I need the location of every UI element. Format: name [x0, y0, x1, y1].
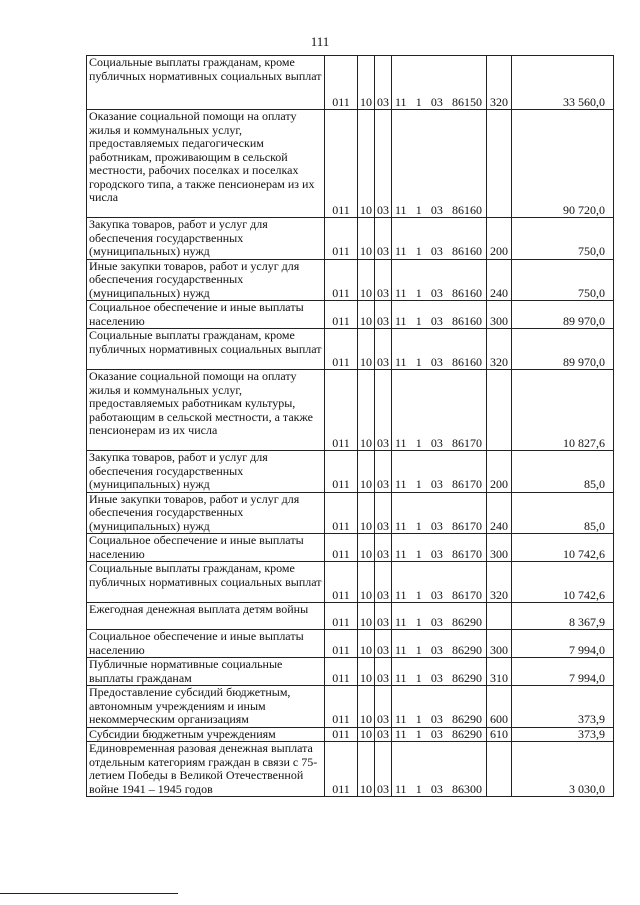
target-article-parts	[393, 728, 485, 742]
row-name: Оказание социальной помощи на оплату жилья и коммунальных услуг, предоставляемых педагогическим работникам, проживающим в сельской местности, рабочих поселках и поселках городского типа, а также пенсионерам из их числа	[87, 110, 325, 218]
table-row	[87, 301, 614, 329]
row-sum: 10 827,6	[512, 370, 614, 451]
target-article-part: 86290	[451, 712, 482, 726]
target-article-part: 86160	[451, 285, 482, 300]
target-article-part: 86290	[451, 670, 482, 685]
target-article-part: 1	[415, 670, 422, 685]
row-ved: 011	[325, 56, 358, 110]
row-vr: 610	[487, 727, 512, 742]
target-article-part: 11	[395, 94, 407, 109]
target-article-part: 03	[430, 712, 443, 726]
row-target-article	[392, 686, 487, 728]
target-article-part: 1	[415, 244, 422, 258]
row-ved: 011	[325, 562, 358, 603]
row-rz: 10	[358, 727, 375, 742]
target-article-part: 86160	[451, 202, 482, 217]
row-sum: 7 994,0	[512, 630, 614, 658]
row-pr: 03	[375, 301, 392, 329]
row-pr: 03	[375, 727, 392, 742]
row-sum: 373,9	[512, 727, 614, 742]
table-row	[87, 603, 614, 630]
row-name: Социальное обеспечение и иные выплаты населению	[87, 534, 325, 562]
table-row	[87, 534, 614, 562]
footer-divider	[0, 893, 178, 894]
row-ved: 011	[325, 492, 358, 534]
target-article-parts	[393, 356, 485, 370]
table-row	[87, 686, 614, 728]
target-article-part: 11	[395, 546, 407, 561]
row-vr: 300	[487, 534, 512, 562]
row-name: Социальное обеспечение и иные выплаты населению	[87, 630, 325, 658]
row-name: Публичные нормативные социальные выплаты гражданам	[87, 658, 325, 686]
target-article-parts	[393, 783, 485, 797]
row-name: Оказание социальной помощи на оплату жилья и коммунальных услуг, предоставляемых работникам культуры, работающим в сельской местности, а также пенсионерам из их числа	[87, 370, 325, 451]
row-ved: 011	[325, 534, 358, 562]
target-article-part: 11	[395, 587, 407, 602]
target-article-part: 1	[415, 614, 422, 629]
target-article-part: 03	[430, 285, 443, 300]
row-vr: 320	[487, 329, 512, 370]
target-article-parts	[393, 520, 485, 534]
target-article-parts	[393, 245, 485, 259]
row-pr: 03	[375, 630, 392, 658]
table-row	[87, 742, 614, 797]
row-rz: 10	[358, 370, 375, 451]
target-article-part: 86290	[451, 614, 482, 629]
target-article-part: 11	[395, 642, 407, 657]
target-article-part: 11	[395, 285, 407, 300]
row-ved: 011	[325, 742, 358, 797]
target-article-part: 86170	[451, 518, 482, 533]
row-vr: 240	[487, 259, 512, 301]
target-article-part: 03	[430, 244, 443, 258]
row-vr: 240	[487, 492, 512, 534]
target-article-parts	[393, 589, 485, 603]
row-rz: 10	[358, 451, 375, 493]
target-article-part: 03	[430, 435, 443, 450]
row-name: Единовременная разовая денежная выплата отдельным категориям граждан в связи с 75- летием Победы в Великой Отечественной войне 1941 – 1945 годов	[87, 742, 325, 797]
row-ved: 011	[325, 727, 358, 742]
row-ved: 011	[325, 451, 358, 493]
row-target-article	[392, 727, 487, 742]
target-article-part: 86170	[451, 435, 482, 450]
target-article-part: 1	[415, 726, 422, 741]
row-pr: 03	[375, 686, 392, 728]
row-target-article	[392, 451, 487, 493]
target-article-parts	[393, 315, 485, 329]
table-row	[87, 259, 614, 301]
target-article-part: 1	[415, 94, 422, 109]
row-target-article	[392, 301, 487, 329]
row-rz: 10	[358, 218, 375, 260]
target-article-parts	[393, 204, 485, 218]
target-article-part: 03	[430, 726, 443, 741]
row-target-article	[392, 259, 487, 301]
row-sum: 8 367,9	[512, 603, 614, 630]
row-pr: 03	[375, 259, 392, 301]
target-article-parts	[393, 548, 485, 562]
target-article-part: 03	[430, 642, 443, 657]
row-rz: 10	[358, 603, 375, 630]
row-name: Иные закупки товаров, работ и услуг для обеспечения государственных (муниципальных) нужд	[87, 259, 325, 301]
row-name: Иные закупки товаров, работ и услуг для обеспечения государственных (муниципальных) нужд	[87, 492, 325, 534]
row-vr: 310	[487, 658, 512, 686]
target-article-parts	[393, 616, 485, 630]
row-name: Ежегодная денежная выплата детям войны	[87, 603, 325, 630]
target-article-part: 1	[415, 642, 422, 657]
row-ved: 011	[325, 329, 358, 370]
row-pr: 03	[375, 451, 392, 493]
target-article-part: 11	[395, 202, 407, 217]
row-target-article	[392, 562, 487, 603]
target-article-part: 1	[415, 202, 422, 217]
target-article-part: 03	[430, 587, 443, 602]
page-number: 111	[310, 34, 330, 49]
target-article-part: 11	[395, 781, 407, 796]
target-article-part: 11	[395, 354, 407, 369]
row-vr: 320	[487, 56, 512, 110]
row-rz: 10	[358, 329, 375, 370]
target-article-part: 03	[430, 546, 443, 561]
target-article-parts	[393, 96, 485, 110]
row-vr: 300	[487, 301, 512, 329]
row-rz: 10	[358, 56, 375, 110]
target-article-part: 1	[415, 285, 422, 300]
table-row	[87, 727, 614, 742]
target-article-part: 03	[430, 354, 443, 369]
row-rz: 10	[358, 110, 375, 218]
target-article-part: 03	[430, 477, 443, 491]
row-rz: 10	[358, 562, 375, 603]
target-article-part: 03	[430, 614, 443, 629]
target-article-part: 11	[395, 614, 407, 629]
target-article-parts	[393, 437, 485, 451]
row-pr: 03	[375, 56, 392, 110]
target-article-parts	[393, 478, 485, 492]
row-sum: 89 970,0	[512, 301, 614, 329]
row-name: Социальные выплаты гражданам, кроме публичных нормативных социальных выплат	[87, 329, 325, 370]
target-article-part: 11	[395, 435, 407, 450]
target-article-part: 86160	[451, 313, 482, 328]
target-article-part: 11	[395, 670, 407, 685]
target-article-part: 03	[430, 202, 443, 217]
row-rz: 10	[358, 301, 375, 329]
row-target-article	[392, 329, 487, 370]
row-name: Закупка товаров, работ и услуг для обеспечения государственных (муниципальных) нужд	[87, 451, 325, 493]
target-article-part: 86300	[451, 781, 482, 796]
target-article-part: 11	[395, 518, 407, 533]
row-name: Социальные выплаты гражданам, кроме публичных нормативных социальных выплат	[87, 562, 325, 603]
target-article-part: 1	[415, 435, 422, 450]
row-ved: 011	[325, 686, 358, 728]
row-pr: 03	[375, 562, 392, 603]
row-pr: 03	[375, 742, 392, 797]
row-rz: 10	[358, 259, 375, 301]
row-rz: 10	[358, 630, 375, 658]
row-sum: 3 030,0	[512, 742, 614, 797]
target-article-part: 1	[415, 587, 422, 602]
target-article-part: 1	[415, 781, 422, 796]
row-target-article	[392, 603, 487, 630]
row-sum: 89 970,0	[512, 329, 614, 370]
row-rz: 10	[358, 534, 375, 562]
row-target-article	[392, 742, 487, 797]
target-article-part: 03	[430, 518, 443, 533]
table-row	[87, 451, 614, 493]
target-article-part: 03	[430, 94, 443, 109]
row-pr: 03	[375, 492, 392, 534]
table-row	[87, 56, 614, 110]
target-article-part: 11	[395, 477, 407, 491]
target-article-part: 86150	[451, 94, 482, 109]
target-article-part: 03	[430, 781, 443, 796]
target-article-part: 11	[395, 726, 407, 741]
row-target-article	[392, 658, 487, 686]
row-ved: 011	[325, 110, 358, 218]
row-sum: 90 720,0	[512, 110, 614, 218]
row-name: Социальное обеспечение и иные выплаты населению	[87, 301, 325, 329]
row-pr: 03	[375, 329, 392, 370]
row-rz: 10	[358, 742, 375, 797]
row-ved: 011	[325, 630, 358, 658]
row-name: Предоставление субсидий бюджетным, автономным учреждениям и иным некоммерческим организациям	[87, 686, 325, 728]
table-row	[87, 562, 614, 603]
table-row	[87, 370, 614, 451]
table-row	[87, 110, 614, 218]
row-name: Субсидии бюджетным учреждениям	[87, 727, 325, 742]
row-ved: 011	[325, 301, 358, 329]
table-row	[87, 492, 614, 534]
row-ved: 011	[325, 603, 358, 630]
row-pr: 03	[375, 534, 392, 562]
row-vr	[487, 742, 512, 797]
target-article-part: 86170	[451, 477, 482, 491]
row-vr: 200	[487, 451, 512, 493]
row-vr: 300	[487, 630, 512, 658]
budget-table	[86, 55, 614, 797]
target-article-part: 86170	[451, 587, 482, 602]
row-pr: 03	[375, 603, 392, 630]
row-ved: 011	[325, 658, 358, 686]
row-sum: 33 560,0	[512, 56, 614, 110]
row-rz: 10	[358, 492, 375, 534]
row-ved: 011	[325, 370, 358, 451]
target-article-part: 86160	[451, 244, 482, 258]
row-sum: 85,0	[512, 451, 614, 493]
row-target-article	[392, 370, 487, 451]
target-article-part: 86160	[451, 354, 482, 369]
target-article-parts	[393, 287, 485, 301]
target-article-parts	[393, 644, 485, 658]
table-row	[87, 630, 614, 658]
target-article-parts	[393, 713, 485, 727]
row-pr: 03	[375, 658, 392, 686]
target-article-part: 11	[395, 244, 407, 258]
target-article-part: 11	[395, 313, 407, 328]
row-ved: 011	[325, 218, 358, 260]
target-article-part: 1	[415, 546, 422, 561]
row-target-article	[392, 630, 487, 658]
target-article-part: 86290	[451, 642, 482, 657]
row-sum: 10 742,6	[512, 562, 614, 603]
target-article-part: 11	[395, 712, 407, 726]
target-article-part: 03	[430, 670, 443, 685]
row-vr	[487, 370, 512, 451]
row-pr: 03	[375, 370, 392, 451]
row-pr: 03	[375, 218, 392, 260]
row-rz: 10	[358, 686, 375, 728]
row-pr: 03	[375, 110, 392, 218]
row-name: Закупка товаров, работ и услуг для обеспечения государственных (муниципальных) нужд	[87, 218, 325, 260]
table-row	[87, 218, 614, 260]
row-target-article	[392, 110, 487, 218]
row-sum: 750,0	[512, 218, 614, 260]
row-sum: 85,0	[512, 492, 614, 534]
row-target-article	[392, 534, 487, 562]
row-name: Социальные выплаты гражданам, кроме публичных нормативных социальных выплат	[87, 56, 325, 110]
row-target-article	[392, 56, 487, 110]
table-row	[87, 329, 614, 370]
row-sum: 750,0	[512, 259, 614, 301]
row-vr: 320	[487, 562, 512, 603]
row-target-article	[392, 492, 487, 534]
row-sum: 10 742,6	[512, 534, 614, 562]
target-article-part: 1	[415, 518, 422, 533]
row-sum: 373,9	[512, 686, 614, 728]
row-target-article	[392, 218, 487, 260]
row-vr	[487, 110, 512, 218]
target-article-part: 86290	[451, 726, 482, 741]
row-vr	[487, 603, 512, 630]
row-sum: 7 994,0	[512, 658, 614, 686]
target-article-part: 1	[415, 354, 422, 369]
row-rz: 10	[358, 658, 375, 686]
row-ved: 011	[325, 259, 358, 301]
budget-table-body	[87, 56, 614, 797]
table-row	[87, 658, 614, 686]
target-article-part: 1	[415, 712, 422, 726]
target-article-parts	[393, 672, 485, 686]
target-article-part: 86170	[451, 546, 482, 561]
row-vr: 200	[487, 218, 512, 260]
row-vr: 600	[487, 686, 512, 728]
target-article-part: 1	[415, 313, 422, 328]
target-article-part: 1	[415, 477, 422, 491]
target-article-part: 03	[430, 313, 443, 328]
